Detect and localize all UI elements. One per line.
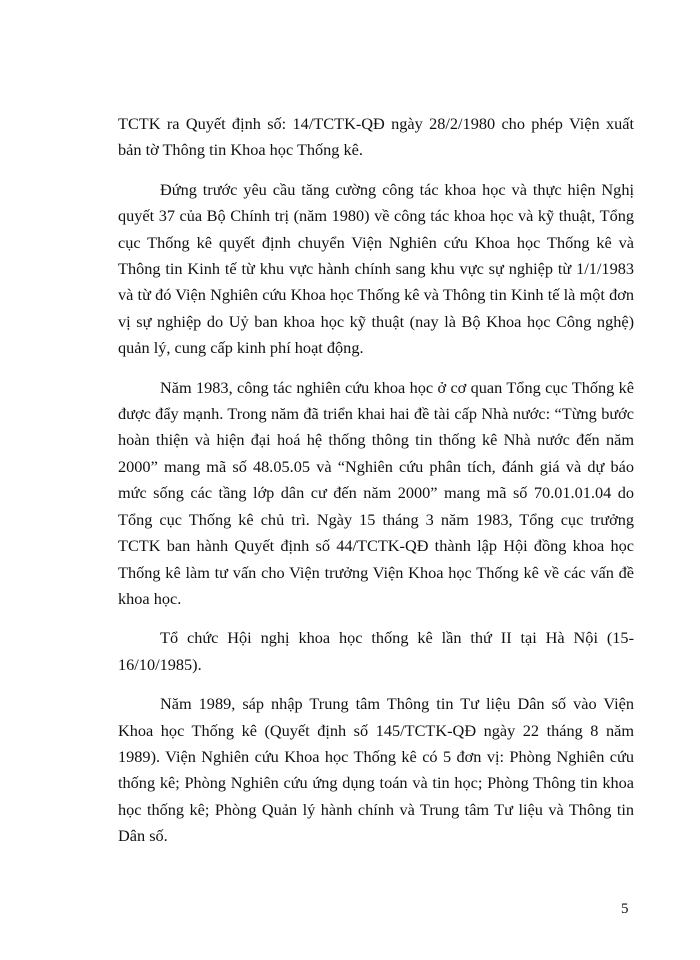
paragraph-continuation: TCTK ra Quyết định số: 14/TCTK-QĐ ngày 28/2/1980 cho phép Viện xuất bản tờ Thông tin Khoa học Thống kê.: [118, 114, 634, 160]
document-body: [118, 111, 634, 863]
paragraph-conference-1985: Tổ chức Hội nghị khoa học thống kê lần thứ II tại Hà Nội (15-16/10/1985).: [118, 628, 634, 674]
paragraph-institute-reorganization: Đứng trước yêu cầu tăng cường công tác khoa học và thực hiện Nghị quyết 37 của Bộ Chính trị (năm 1980) về công tác khoa học và kỹ thuật, Tổng cục Thống kê quyết định chuyển Viện Nghiên cứu Khoa học Thống kê và Thông tin Kinh tế từ khu vực hành chính sang khu vực sự nghiệp từ 1/1/1983 và từ đó Viện Nghiên cứu Khoa học Thống kê và Thông tin Kinh tế là một đơn vị sự nghiệp do Uỷ ban khoa học kỹ thuật (nay là Bộ Khoa học Công nghệ) quản lý, cung cấp kinh phí hoạt động.: [118, 179, 634, 358]
page-number: 5: [621, 901, 629, 917]
paragraph-merger-1989: Năm 1989, sáp nhập Trung tâm Thông tin Tư liệu Dân số vào Viện Khoa học Thống kê (Quyết định số 145/TCTK-QĐ ngày 22 tháng 8 năm 1989). Viện Nghiên cứu Khoa học Thống kê có 5 đơn vị: Phòng Nghiên cứu thống kê; Phòng Nghiên cứu ứng dụng toán và tin học; Phòng Thông tin khoa học thống kê; Phòng Quản lý hành chính và Trung tâm Tư liệu và Thông tin Dân số.: [118, 694, 634, 846]
paragraph-research-1983: Năm 1983, công tác nghiên cứu khoa học ở cơ quan Tổng cục Thống kê được đẩy mạnh. Trong năm đã triển khai hai đề tài cấp Nhà nước: “Từng bước hoàn thiện và hiện đại hoá hệ thống thông tin thống kê Nhà nước đến năm 2000” mang mã số 48.05.05 và “Nghiên cứu phân tích, đánh giá và dự báo mức sống các tầng lớp dân cư đến năm 2000” mang mã số 70.01.01.04 do Tổng cục Thống kê chủ trì. Ngày 15 tháng 3 năm 1983, Tổng cục trưởng TCTK ban hành Quyết định số 44/TCTK-QĐ thành lập Hội đồng khoa học Thống kê làm tư vấn cho Viện trưởng Viện Khoa học Thống kê về các vấn đề khoa học.: [118, 377, 634, 608]
